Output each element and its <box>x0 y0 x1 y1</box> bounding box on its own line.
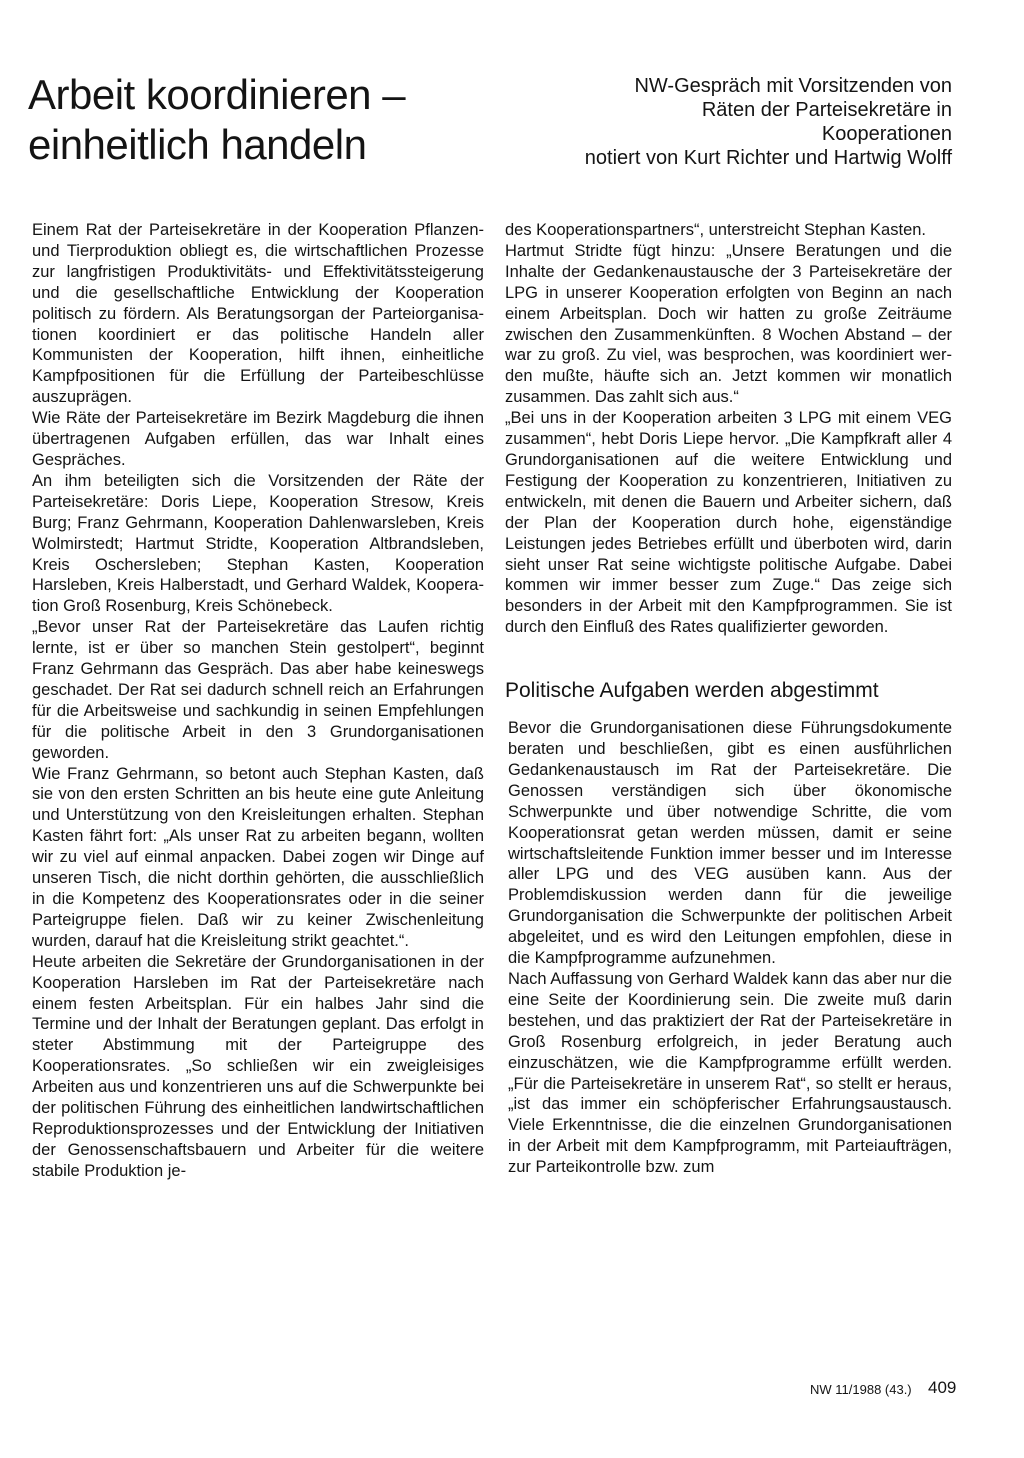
right-column <box>505 220 952 1178</box>
issue-label: NW 11/1988 (43.) <box>810 1382 912 1397</box>
deck-line-3: Kooperationen <box>821 123 952 145</box>
headline-line-2: einheitlich handeln <box>28 121 367 168</box>
paragraph: des Kooperationspartners“, unterstreicht Stephan Kasten. <box>505 221 926 239</box>
section-subheading: Politische Aufgaben werden abgestimmt <box>505 679 879 703</box>
deck-line-2: Räten der Parteisekretäre in <box>701 99 952 121</box>
paragraph: Einem Rat der Parteisekretäre in der Kooperation Pflanzen- und Tierproduktion obliegt es, die wirtschaftlichen Prozesse zur langfristigen Produktivitäts- und Effektivitätssteigerung und die gesellschaftliche Entwicklung der Kooperation politisch zu fördern. Als Beratungsorgan der Parteiorganisationen koordiniert er das politische Handeln aller Kommunisten der Kooperation, hilft ihnen, einheitliche Kampfpositionen für die Erfüllung der Parteibeschlüsse auszuprägen. <box>32 221 484 407</box>
deck-line-1: NW-Gespräch mit Vorsitzenden von <box>634 75 952 97</box>
paragraph: Wie Franz Gehrmann, so betont auch Stephan Kasten, daß sie von den ersten Schritten an bis heute eine gute Anleitung und Unterstützung von den Kreisleitungen erhalten. Stephan Kasten fährt fort: „Als unser Rat zu arbeiten begann, wollten wir zu viel auf einmal anpacken. Dabei zogen wir Dinge auf unseren Tisch, die nicht dorthin gehörten, die ausschließlich in die Kompetenz des Kooperationsrates oder in die seiner Parteigruppe fielen. Daß wir zu keiner Zwischenleitung wurden, darauf hat die Kreisleitung strikt geachtet.“. <box>32 764 484 950</box>
deck-byline: notiert von Kurt Richter und Hartwig Wolff <box>584 147 952 169</box>
left-column <box>32 220 484 1182</box>
paragraph: An ihm beteiligten sich die Vorsitzenden der Räte der Parteisekretäre: Doris Liepe, Kooperation Stresow, Kreis Burg; Franz Gehrmann, Kooperation Dahlenwarsleben, Kreis Wolmirstedt; Hartmut Stridte, Kooperation Altbrandsleben, Kreis Oschersleben; Stephan Kasten, Kooperation Harsleben, Kreis Halberstadt, und Gerhard Waldek, Kooperation Groß Rosenburg, Kreis Schönebeck. <box>32 471 484 616</box>
paragraph: Bevor die Grundorganisationen diese Führungsdokumente beraten und beschließen, gibt es einen ausführlichen Gedankenaustausch im Rat der Parteisekretäre. Die Genossen verständigen sich über ökonomische Schwerpunkte und über notwendige Schritte, die vom Kooperationsrat getan werden müssen, damit er seine wirtschaftsleitende Funktion immer besser und im Interesse aller LPG und des VEG ausüben kann. Aus der Problemdiskussion werden dann für die jeweilige Grundorganisation die Schwerpunkte der politischen Arbeit abgeleitet, und es wird den Leitungen empfohlen, diese in die Kampfprogramme aufzunehmen. <box>508 719 952 968</box>
paragraph: Nach Auffassung von Gerhard Waldek kann das aber nur die eine Seite der Koordinierung sein. Die zweite muß darin bestehen, und das praktiziert der Rat der Parteisekretäre in Groß Rosenburg erfolgreich, in jeder Beratung auch einzuschätzen, wie die Kampfprogramme erfüllt werden. „Für die Parteisekretäre in unserem Rat“, so stellt er heraus, „ist das immer ein schöpferischer Erfahrungsaustausch. Viele Erkenntnisse, die die einzelnen Grundorganisationen in der Arbeit mit dem Kampfprogramm, mit Parteiaufträgen, zur Parteikontrolle bzw. zum <box>508 970 952 1177</box>
paragraph: „Bei uns in der Kooperation arbeiten 3 LPG mit einem VEG zusammen“, hebt Doris Liepe hervor. „Die Kampfkraft aller 4 Grundorganisationen auf die weitere Entwicklung und Festigung der Kooperation zu konzentrieren, Initiativen zu entwickeln, mit denen die Bauern und Arbeiter sichern, daß der Plan der Kooperation durch hohe, eigenständige Leistungen jedes Betriebes erfüllt und überboten wird, darin sieht unser Rat seine wichtigste politische Aufgabe. Dabei kommen wir immer besser zum Zuge.“ Das zeige sich besonders in der Arbeit mit den Kampfprogrammen. Sie ist durch den Einfluß des Rates qualifizierter geworden. <box>505 409 952 637</box>
paragraph: „Bevor unser Rat der Parteisekretäre das Laufen richtig lernte, ist er über so manchen Stein gestolpert“, beginnt Franz Gehrmann das Gespräch. Das aber habe keineswegs geschadet. Der Rat sei dadurch schnell reich an Erfahrungen für die Arbeitsweise und sachkundig in seinen Empfehlungen für die politische Arbeit in den 3 Grundorganisationen geworden. <box>32 618 484 762</box>
article-headline <box>28 70 488 170</box>
paragraph: Hartmut Stridte fügt hinzu: „Unsere Beratungen und die Inhalte der Gedankenaustausche der 3 Parteisekretäre der LPG in unserer Kooperation erfolgten von Beginn an nach einem Arbeitsplan. Doch wir hatten zu große Zeiträume zwischen den Zusammenkünften. 8 Wochen Abstand – der war zu groß. Zu viel, was besprochen, was koordiniert werden mußte, häufte sich an. Jetzt kommen wir monatlich zusammen. Das zahlt sich aus.“ <box>505 241 952 407</box>
paragraph: Wie Räte der Parteisekretäre im Bezirk Magdeburg die ihnen übertragenen Aufgaben erfüllen, das war Inhalt eines Gespräches. <box>32 409 484 469</box>
headline-line-1: Arbeit koordinieren – <box>28 71 406 118</box>
article-deck <box>482 74 952 170</box>
paragraph: Heute arbeiten die Sekretäre der Grundorganisationen in der Kooperation Harsleben im Rat der Parteisekretäre nach einem festen Arbeitsplan. Für ein halbes Jahr sind die Termine und der Inhalt der Beratungen geplant. Das erfolgt in steter Abstimmung mit der Parteigruppe des Kooperationsrates. „So schließen wir ein zweigleisiges Arbeiten aus und konzentrieren uns auf die Schwerpunkte bei der politischen Führung des einheitlichen landwirtschaftlichen Reproduktionsprozesses und der Entwicklung der Initiativen der Genossenschaftsbauern und Arbeiter für die weitere stabile Produktion je- <box>32 952 484 1180</box>
page-number: 409 <box>928 1378 957 1397</box>
